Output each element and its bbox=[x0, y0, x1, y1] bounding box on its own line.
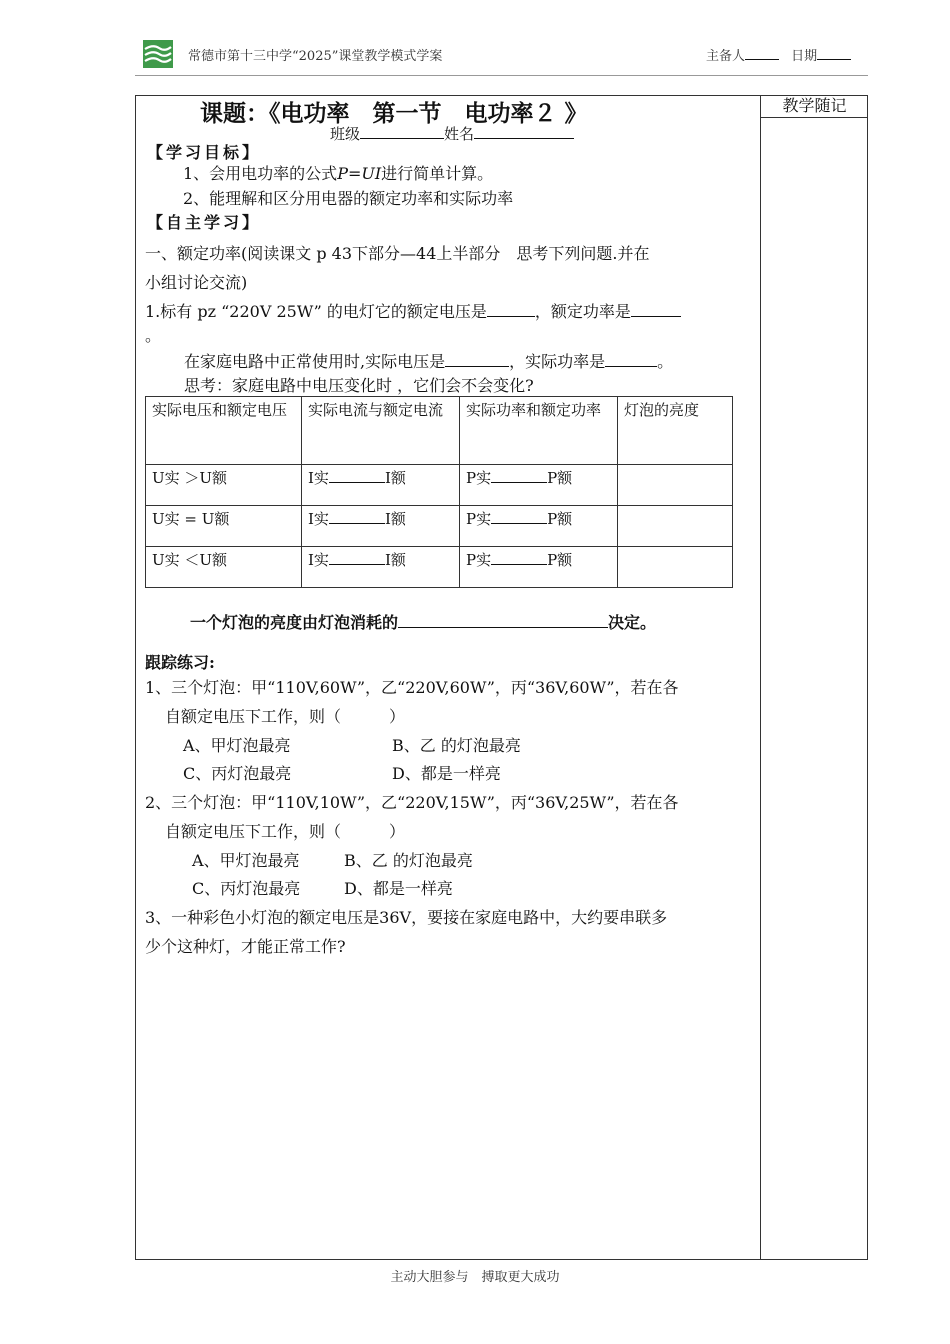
name-label: 姓名 bbox=[444, 125, 475, 143]
current-cell bbox=[302, 506, 460, 547]
power-cell bbox=[460, 547, 618, 588]
school-title: 常德市第十三中学“2025”课堂教学模式学案 bbox=[188, 49, 443, 64]
power-rated: P额 bbox=[547, 510, 573, 528]
header-cell-power: 实际功率和额定功率 bbox=[460, 397, 618, 465]
practice-q1-line2: 自额定电压下工作，则（ ） bbox=[165, 707, 406, 726]
q1-line2-end: 。 bbox=[657, 352, 674, 371]
current-actual: I实 bbox=[308, 551, 329, 569]
practice-q1-line1: 1、三个灯泡：甲“110V,60W”，乙“220V,60W”，丙“36V,60W”，若在各 bbox=[145, 678, 679, 697]
q1-option-b: B、乙 的灯泡最亮 bbox=[392, 736, 521, 755]
power-blank bbox=[491, 468, 547, 483]
current-rated: I额 bbox=[384, 469, 406, 487]
voltage-cell: U实 ＜U额 bbox=[146, 547, 302, 588]
class-blank bbox=[360, 124, 444, 139]
brightness-cell bbox=[618, 506, 733, 547]
conclusion-blank bbox=[398, 613, 608, 628]
table-header-row bbox=[146, 397, 733, 465]
question-1-line2 bbox=[184, 352, 673, 372]
current-blank bbox=[329, 468, 385, 483]
actual-voltage-blank bbox=[445, 352, 509, 367]
current-cell bbox=[302, 465, 460, 506]
practice-q3-line1: 3、一种彩色小灯泡的额定电压是36V，要接在家庭电路中，大约要串联多 bbox=[145, 908, 668, 927]
current-rated: I额 bbox=[384, 551, 406, 569]
header-cell-current: 实际电流与额定电流 bbox=[302, 397, 460, 465]
header-divider bbox=[135, 75, 868, 76]
practice-heading: 跟踪练习: bbox=[145, 653, 215, 672]
self-study-intro-line1: 一、额定功率(阅读课文 p 43下部分—44上半部分 思考下列问题.并在 bbox=[145, 244, 650, 263]
brightness-cell bbox=[618, 547, 733, 588]
current-actual: I实 bbox=[308, 510, 329, 528]
q2-option-b: B、乙 的灯泡最亮 bbox=[344, 851, 473, 870]
conclusion-suffix: 决定。 bbox=[608, 613, 657, 632]
actual-power-blank bbox=[605, 352, 657, 367]
table-row bbox=[146, 506, 733, 547]
class-name-line bbox=[330, 123, 574, 144]
q1-text-2: ，额定功率是 bbox=[534, 302, 631, 321]
preparer-field bbox=[706, 45, 851, 64]
objective-1-text: 1、会用电功率的公式 bbox=[183, 164, 338, 183]
school-logo-icon bbox=[143, 40, 173, 68]
q1-tail: 。 bbox=[145, 326, 162, 345]
name-blank bbox=[474, 124, 574, 139]
question-1 bbox=[145, 302, 681, 322]
date-blank bbox=[817, 45, 851, 60]
power-rated: P额 bbox=[547, 551, 573, 569]
footer-slogan: 主动大胆参与 搏取更大成功 bbox=[390, 1270, 560, 1285]
power-actual: P实 bbox=[466, 551, 492, 569]
power-cell bbox=[460, 506, 618, 547]
preparer-blank bbox=[745, 45, 779, 60]
formula: P=UI bbox=[337, 164, 382, 183]
power-actual: P实 bbox=[466, 510, 492, 528]
practice-q2-line2: 自额定电压下工作，则（ ） bbox=[165, 822, 406, 841]
rated-power-blank bbox=[631, 302, 681, 317]
class-label: 班级 bbox=[330, 125, 361, 143]
q1-text: 1.标有 pz “220V 25W” 的电灯它的额定电压是 bbox=[145, 302, 487, 321]
header-cell-voltage: 实际电压和额定电压 bbox=[146, 397, 302, 465]
current-actual: I实 bbox=[308, 469, 329, 487]
self-study-intro-line2: 小组讨论交流) bbox=[145, 273, 248, 292]
objective-1 bbox=[183, 164, 493, 184]
current-blank bbox=[329, 509, 385, 524]
brightness-cell bbox=[618, 465, 733, 506]
power-cell bbox=[460, 465, 618, 506]
conclusion-line bbox=[190, 613, 656, 633]
comparison-table bbox=[145, 396, 733, 588]
objectives-heading: 【学习目标】 bbox=[147, 143, 262, 162]
q2-option-c: C、丙灯泡最亮 bbox=[192, 879, 301, 898]
q1-line2-text: 在家庭电路中正常使用时,实际电压是 bbox=[184, 352, 446, 371]
current-blank bbox=[329, 550, 385, 565]
conclusion-prefix: 一个灯泡的亮度由灯泡消耗的 bbox=[190, 613, 399, 632]
current-rated: I额 bbox=[384, 510, 406, 528]
voltage-cell: U实 = U额 bbox=[146, 506, 302, 547]
q1-line2-text-2: ，实际功率是 bbox=[509, 352, 606, 371]
objective-2: 2、能理解和区分用电器的额定功率和实际功率 bbox=[183, 189, 514, 208]
side-column-heading: 教学随记 bbox=[761, 95, 868, 118]
q1-option-d: D、都是一样亮 bbox=[392, 764, 501, 783]
power-blank bbox=[491, 550, 547, 565]
header-cell-brightness: 灯泡的亮度 bbox=[618, 397, 733, 465]
table-row bbox=[146, 465, 733, 506]
date-label: 日期 bbox=[791, 49, 818, 64]
practice-q3-line2: 少个这种灯，才能正常工作? bbox=[145, 937, 346, 956]
practice-q2-line1: 2、三个灯泡：甲“110V,10W”，乙“220V,15W”，丙“36V,25W”，若在各 bbox=[145, 793, 679, 812]
table-row bbox=[146, 547, 733, 588]
lesson-title: 课题：《电功率 第一节 电功率２ 》 bbox=[200, 101, 588, 127]
think-prompt: 思考：家庭电路中电压变化时 ，它们会不会变化? bbox=[184, 376, 534, 395]
current-cell bbox=[302, 547, 460, 588]
self-study-heading: 【自主学习】 bbox=[147, 213, 262, 232]
rated-voltage-blank bbox=[487, 302, 535, 317]
power-blank bbox=[491, 509, 547, 524]
voltage-cell: U实 ＞U额 bbox=[146, 465, 302, 506]
preparer-label: 主备人 bbox=[706, 49, 746, 64]
power-rated: P额 bbox=[547, 469, 573, 487]
q2-option-a: A、甲灯泡最亮 bbox=[192, 851, 300, 870]
power-actual: P实 bbox=[466, 469, 492, 487]
q1-option-c: C、丙灯泡最亮 bbox=[183, 764, 292, 783]
objective-1-suffix: 进行简单计算。 bbox=[381, 164, 494, 183]
q1-option-a: A、甲灯泡最亮 bbox=[183, 736, 291, 755]
side-column-divider bbox=[760, 95, 761, 1260]
q2-option-d: D、都是一样亮 bbox=[344, 879, 453, 898]
